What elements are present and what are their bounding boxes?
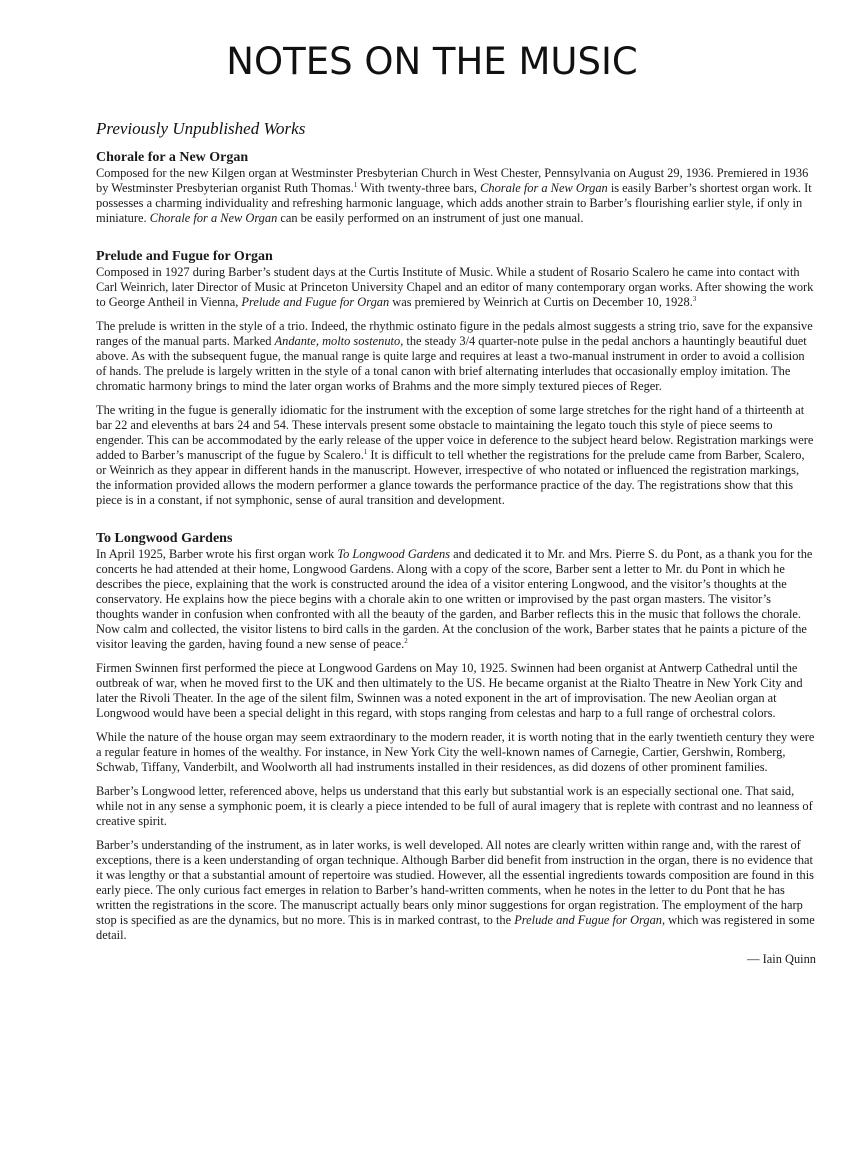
author-signature: — Iain Quinn: [747, 952, 816, 966]
text-run: can be easily performed on an instrument of just one manual.: [277, 211, 584, 225]
text-run: The writing in the fugue is generally idiomatic for the instrument with the exception of some large stretches for the right hand of a thirteenth at bar 22 and elevenths at bars 24 and 54. These intervals present some obstacle to maintaining the legato touch this style of piece seems to engender. This can be accommodated by the early release of the upper voice in deference to the subject heard below. Registration markings were added to Barber’s manuscript of the fugue by Scalero.: [96, 403, 814, 462]
longwood-paragraph-3: While the nature of the house organ may seem extraordinary to the modern reader, it is worth noting that in the early twentieth century they were a regular feature in homes of the wealthy. For instance, in New York City the well-known names of Carnegie, Cartier, Gershwin, Romberg, Schwab, Tiffany, Vanderbilt, and Woolworth all had instruments installed in their residences, as did dozens of other prominent families.: [96, 730, 815, 774]
text-run: In April 1925, Barber wrote his first organ work: [96, 547, 338, 561]
italic-tempo: Andante, molto sostenuto,: [274, 334, 404, 348]
text-run: was premiered by Weinrich at Curtis on December 10, 1928.: [389, 295, 693, 309]
footnote-ref: 3: [692, 294, 697, 303]
text-run: is easily Barber’s shortest organ work. It possesses a charming individuality and refreshing harmonic language, which adds another strain to Barber’s flourishing earlier style, if only in miniature.: [96, 181, 812, 225]
text-run: which was registered in some detail.: [96, 913, 815, 942]
footnote-ref: 1: [363, 447, 368, 456]
article-body: [96, 150, 816, 967]
chorale-paragraph-1: [96, 166, 816, 226]
prelude-paragraph-1: [96, 265, 816, 310]
italic-title: Prelude and Fugue for Organ: [241, 295, 390, 309]
text-run: Barber’s understanding of the instrument, as in later works, is well developed. All notes are clearly written within range and, with the rarest of exceptions, there is a keen understanding of organ technique. Although Barber did benefit from instruction in the organ, there is no evidence that it was lengthy or that a substantial amount of repertoire was studied. However, all the essential ingredients towards composition are found in this early piece. The only curious fact emerges in relation to Barber’s hand-written comments, when he notes in the letter to du Pont that he has written the registrations in the score. The manuscript actually bears only minor suggestions for organ registration. The employment of the harp stop is specified as are the dynamics, but no more. This is in marked contrast, to the: [96, 838, 814, 927]
chorale-heading: Chorale for a New Organ: [96, 150, 249, 165]
italic-title: Prelude and Fugue for Organ,: [514, 913, 666, 927]
text-run: the steady 3/4 quarter-note pulse in the pedal anchors a hauntingly beautiful duet above. As with the subsequent fugue, the manual range is quite large and requires at least a two-manual instrument in order to avoid a collision of hands. The prelude is largely written in the style of a tonal canon with brief alternating interludes that occasionally employ imitation. The chromatic harmony brings to mind the later organ works of Brahms and the more simply textured pieces of Reger.: [96, 334, 807, 393]
footnote-ref: 1: [353, 180, 358, 189]
longwood-heading: To Longwood Gardens: [96, 531, 233, 546]
footnote-ref: 2: [404, 636, 408, 645]
prelude-heading: Prelude and Fugue for Organ: [96, 249, 273, 264]
text-run: The prelude is written in the style of a trio. Indeed, the rhythmic ostinato figure in the pedals almost suggests a string trio, save for the expansive ranges of the manual parts. Marked: [96, 319, 813, 348]
prelude-paragraph-3: [96, 403, 816, 508]
page-title: NOTES ON THE MUSIC: [226, 40, 638, 83]
italic-title: Chorale for a New Organ: [480, 181, 608, 195]
text-run: and dedicated it to Mr. and Mrs. Pierre S. du Pont, as a thank you for the concerts he had attended at their home, Longwood Gardens. Along with a copy of the score, Barber sent a letter to Mr. du Pont in which he describes the piece, explaining that the work is constructed around the idea of a visitor entering Longwood, and the visitor’s thoughts at the conservatory. He explains how the piece begins with a chorale akin to one written or improvised by the past organ masters. The visitor’s thoughts wander in confusion when confronted with all the beauty of the garden, and Barber reflects this in the music that follows the chorale. Now calm and collected, the visitor listens to bird calls in the garden. At the conclusion of the work, Barber states that he paints a picture of the visitor leaving the garden, having found a new sense of peace.: [96, 547, 813, 651]
longwood-paragraph-1: [96, 547, 816, 652]
text-run: It is difficult to tell whether the registrations for the prelude came from Barber, Scalero, or Weinrich as they appear in different hands in the manuscript. However, irrespective of who notated or influenced the registration markings, the information provided allows the modern performer a glance towards the performance practice of the day. The registrations show that this piece is in a constant, if not symphonic, sense of aural transition and development.: [96, 448, 805, 507]
italic-title: Chorale for a New Organ: [149, 211, 278, 225]
prelude-paragraph-2: [96, 319, 816, 394]
text-run: Composed in 1927 during Barber’s student days at the Curtis Institute of Music. While a student of Rosario Scalero he came into contact with Carl Weinrich, later Director of Music at Princeton University Chapel and an editor of many contemporary organ works. After showing the work to George Antheil in Vienna,: [96, 265, 814, 309]
text-run: With twenty-three bars,: [357, 181, 481, 195]
section-heading: Previously Unpublished Works: [96, 119, 306, 138]
longwood-paragraph-2: Firmen Swinnen first performed the piece at Longwood Gardens on May 10, 1925. Swinnen had been organist at Antwerp Cathedral until the outbreak of war, when he moved first to the UK and then ultimately to the US. He became organist at the Rialto Theatre in New York City and later the Rivoli Theater. In the age of the silent film, Swinnen was a noted exponent in the art of improvisation. The new Aeolian organ at Longwood would have been a special delight in this regard, with stops ranging from celestas and harp to a full range of orchestral colors.: [96, 661, 803, 720]
italic-title: To Longwood Gardens: [337, 547, 451, 561]
longwood-paragraph-5: [96, 838, 816, 943]
text-run: Composed for the new Kilgen organ at Westminster Presbyterian Church in West Chester, Pennsylvania on August 29, 1936. Premiered in 1936 by Westminster Presbyterian organist Ruth Thomas.: [96, 166, 809, 195]
longwood-paragraph-4: Barber’s Longwood letter, referenced above, helps us understand that this early but substantial work is an especially sectional one. That said, while not in any sense a symphonic poem, it is clearly a piece intended to be full of aural imagery that is replete with contrast and no leanness of creative spirit.: [96, 784, 813, 828]
